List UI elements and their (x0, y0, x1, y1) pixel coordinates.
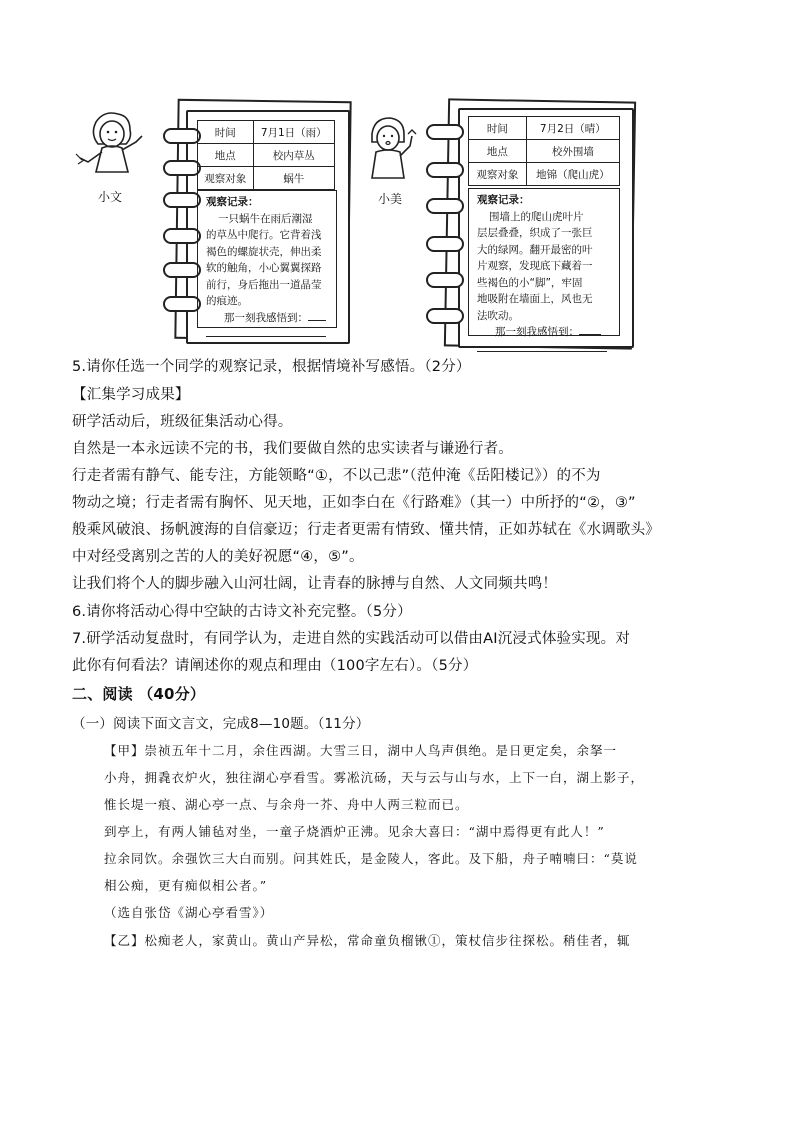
passage-source: （选自张岱《湖心亭看雪》） (104, 905, 274, 920)
question-5: 5.请你任选一个同学的观察记录，根据情境补写感悟。（2分） (72, 359, 471, 375)
row-label: 时间 (469, 117, 527, 140)
paragraph: 般乘风破浪、扬帆渡海的自信豪迈；行走者更需有情致、懂共情，正如苏轼在《水调歌头》 (72, 522, 660, 538)
row-value: 地锦（爬山虎） (526, 163, 619, 186)
question-7: 7.研学活动复盘时，有同学认为，走进自然的实践活动可以借由AI沉浸式体验实现。对 (72, 631, 631, 647)
row-label: 地点 (198, 144, 254, 167)
passage-line: 【乙】松痴老人，家黄山。黄山产异松，常命童负榴锹①，策杖信步往探松。稍佳者，辄 (104, 933, 631, 948)
spiral-ring (426, 198, 464, 214)
row-label: 观察对象 (469, 163, 527, 186)
section-header: 【汇集学习成果】 (72, 387, 190, 403)
record-title: 观察记录： (206, 196, 259, 208)
paragraph: 让我们将个人的脚步融入山河壮阔，让青春的脉搏与自然、人文同频共鸣！ (72, 576, 558, 592)
spiral-ring (426, 124, 464, 140)
row-value: 7月2日（晴） (526, 117, 619, 140)
record-line: 软的触角，小心翼翼探路 (206, 262, 322, 274)
feeling-blank (206, 336, 326, 337)
passage-line: 【甲】崇祯五年十二月，余住西湖。大雪三日，湖中人鸟声俱绝。是日更定矣，余拏一 (104, 743, 618, 758)
row-value: 校外围墙 (526, 140, 619, 163)
observation-record (468, 188, 620, 336)
feeling-blank (477, 351, 607, 352)
record-line: 层层叠叠，织成了一张巨 (477, 227, 593, 239)
record-line: 地吸附在墙面上，风也无 (477, 293, 593, 305)
passage-line: 到亭上，有两人铺毡对坐，一童子烧酒炉正沸。见余大喜曰：“湖中焉得更有此人！” (104, 824, 605, 839)
row-value: 蜗牛 (253, 167, 335, 190)
girl-cartoon-icon (356, 112, 426, 188)
paragraph: 自然是一本永远读不完的书，我们要做自然的忠实读者与谦逊行者。 (72, 441, 513, 457)
record-line: 围墙上的爬山虎叶片 (489, 210, 584, 223)
question-6: 6.请你将活动心得中空缺的古诗文补充完整。（5分） (72, 604, 412, 620)
paragraph: 物动之境；行走者需有胸怀、见天地，正如李白在《行路难》（其一）中所抒的“②，③” (72, 495, 636, 511)
row-label: 时间 (198, 121, 254, 144)
question-7-cont: 此你有何看法？请阐述你的观点和理由（100字左右）。（5分） (72, 658, 478, 674)
paragraph: 中对经受离别之苦的人的美好祝愿“④，⑤”。 (72, 549, 364, 565)
feeling-label: 那一刻我感悟到： (495, 326, 579, 338)
observation-table (197, 120, 335, 190)
record-title: 观察记录： (477, 194, 530, 206)
part-2-heading: 二、阅读 （40分） (72, 685, 206, 703)
spiral-ring (163, 262, 201, 278)
spiral-ring (426, 308, 464, 324)
record-line: 褐色的螺旋状壳，伸出柔 (206, 245, 322, 258)
record-line: 的痕迹。 (206, 295, 248, 307)
record-line: 些褐色的小“脚”，牢固 (477, 276, 583, 289)
row-label: 地点 (469, 140, 527, 163)
paragraph: 行走者需有静气、能专注，方能领略“①，不以己悲”（范仲淹《岳阳楼记》）的不为 (72, 468, 601, 484)
passage-line: 拉余同饮。余强饮三大白而别。问其姓氏，是金陵人，客此。及下船，舟子喃喃曰：“莫说 (104, 851, 638, 866)
spiral-ring (163, 192, 201, 208)
xiaowen-figure (74, 108, 154, 208)
observation-table (468, 116, 620, 186)
record-line: 大的绿网。翻开最密的叶 (477, 243, 593, 256)
spiral-ring (163, 128, 201, 144)
paragraph: 研学活动后，班级征集活动心得。 (72, 414, 293, 430)
passage-line: 相公痴，更有痴似相公者。” (104, 878, 268, 893)
row-value: 校内草丛 (253, 144, 335, 167)
feeling-label: 那一刻我感悟到： (224, 311, 308, 324)
row-label: 观察对象 (198, 167, 254, 190)
row-value: 7月1日（雨） (253, 121, 335, 144)
observation-record (197, 190, 337, 328)
xiaomei-figure (356, 112, 426, 212)
record-line: 前行，身后拖出一道晶莹 (206, 278, 322, 291)
record-line: 片观察，发现底下藏着一 (477, 260, 593, 272)
record-line: 法吹动。 (477, 309, 519, 322)
passage-line: 小舟，拥毳衣炉火，独往湖心亭看雪。雾凇沆砀，天与云与山与水，上下一白，湖上影子， (104, 770, 645, 785)
spiral-ring (163, 228, 201, 244)
xiaowen-name: 小文 (98, 190, 123, 204)
record-line: 一只蜗牛在雨后潮湿 (218, 212, 313, 225)
girl-cartoon-icon (74, 108, 154, 188)
subsection-heading: （一）阅读下面文言文，完成8—10题。（11分） (72, 716, 370, 732)
spiral-ring (426, 162, 464, 178)
spiral-ring (163, 296, 201, 312)
record-line: 的草丛中爬行。它背着浅 (206, 229, 322, 241)
spiral-ring (426, 236, 464, 252)
spiral-ring (163, 160, 201, 176)
passage-line: 惟长堤一痕、湖心亭一点、与余舟一芥、舟中人两三粒而已。 (104, 797, 469, 812)
spiral-ring (426, 272, 464, 288)
xiaomei-name: 小美 (378, 192, 403, 206)
